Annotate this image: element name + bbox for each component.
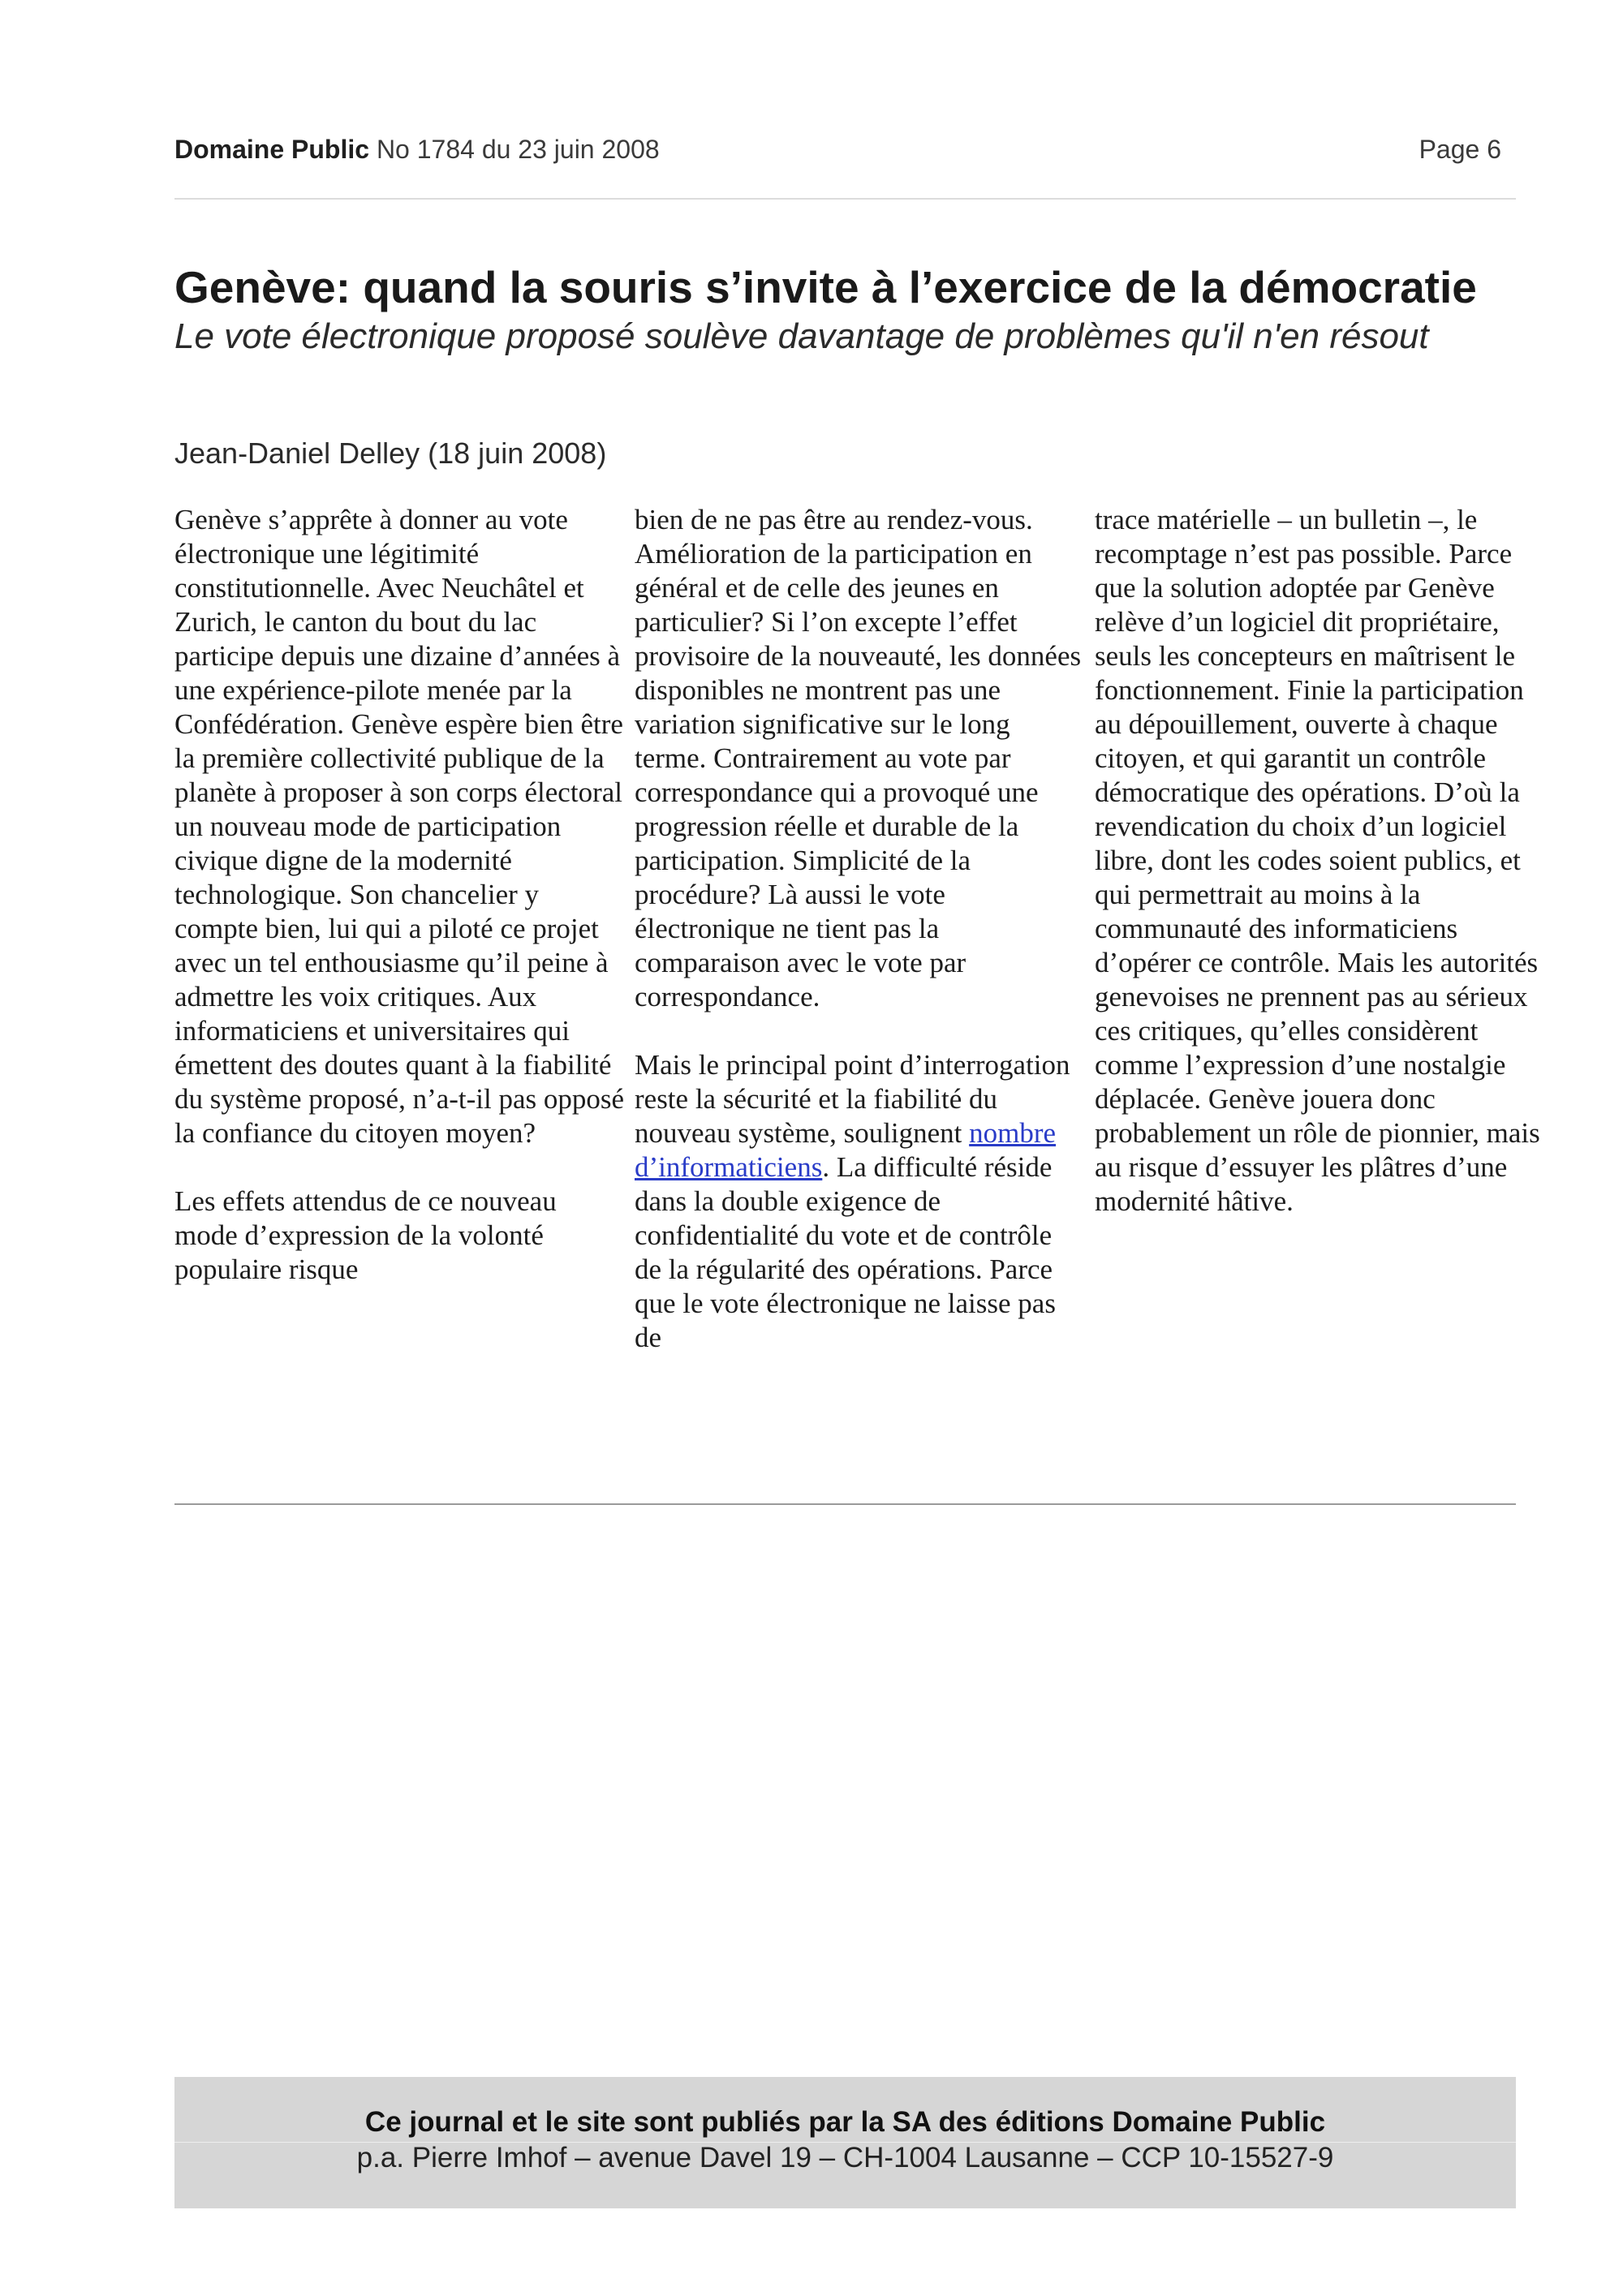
paragraph: Genève s’apprête à donner au vote électronique une légitimité constitutionnelle. Avec Neuchâtel et Zurich, le canton du bout du lac participe depuis une dizaine d’années à une expérience-pilote menée par la Confédération. Genève espère bien être la première collectivité publique de la planète à proposer à son corps électoral un nouveau mode de participation civique digne de la modernité technologique. Son chancelier y compte bien, lui qui a piloté ce projet avec un tel enthousiasme qu’il peine à admettre les voix critiques. Aux informaticiens et universitaires qui émettent des doutes quant à la fiabilité du système proposé, n’a-t-il pas opposé la confiance du citoyen moyen? xyxy=(174,504,625,1149)
footer-publisher-line: Ce journal et le site sont publiés par la SA des éditions Domaine Public xyxy=(364,2106,1326,2138)
column-2 xyxy=(635,503,1085,1389)
column-1 xyxy=(174,503,625,1321)
issue-info: No 1784 du 23 juin 2008 xyxy=(376,135,660,164)
footer-address-line: p.a. Pierre Imhof – avenue Davel 19 – CH-1004 Lausanne – CCP 10-15527-9 xyxy=(356,2142,1334,2173)
publisher-footer xyxy=(174,2077,1516,2208)
paragraph xyxy=(635,1048,1085,1355)
publication-name: Domaine Public xyxy=(174,135,370,164)
paragraph-text: Mais le principal point d’interrogation reste la sécurité et la fiabilité du nouveau système, soulignent xyxy=(635,1049,1070,1149)
article-end-divider xyxy=(174,1503,1516,1505)
header-divider xyxy=(174,198,1516,200)
column-3 xyxy=(1095,503,1545,1253)
paragraph: trace matérielle – un bulletin –, le recomptage n’est pas possible. Parce que la solution adoptée par Genève relève d’un logiciel dit propriétaire, seuls les concepteurs en maîtrisent le fonctionnement. Finie la participation au dépouillement, ouverte à chaque citoyen, et qui garantit un contrôle démocratique des opérations. D’où la revendication du choix d’un logiciel libre, dont les codes soient publics, et qui permettrait au moins à la communauté des informaticiens d’opérer ce contrôle. Mais les autorités genevoises ne prennent pas au sérieux ces critiques, qu’elles considèrent comme l’expression d’une nostalgie déplacée. Genève jouera donc probablement un rôle de pionnier, mais au risque d’essuyer les plâtres d’une modernité hâtive. xyxy=(1095,504,1540,1217)
article-subtitle: Le vote électronique proposé soulève davantage de problèmes qu'il n'en résout xyxy=(174,316,1429,356)
paragraph-text: . La difficulté réside dans la double exigence de confidentialité du vote et de contrôle de la régularité des opérations. Parce que le vote électronique ne laisse pas de xyxy=(635,1151,1056,1353)
page-header xyxy=(174,135,1516,167)
paragraph: Les effets attendus de ce nouveau mode d’expression de la volonté populaire risque xyxy=(174,1185,557,1285)
article-body xyxy=(174,503,1538,1477)
paragraph: bien de ne pas être au rendez-vous. Amélioration de la participation en général et de celle des jeunes en particulier? Si l’on excepte l’effet provisoire de la nouveauté, les données disponibles ne montrent pas une variation significative sur le long terme. Contrairement au vote par correspondance qui a provoqué une progression réelle et durable de la participation. Simplicité de la procédure? Là aussi le vote électronique ne tient pas la comparaison avec le vote par correspondance. xyxy=(635,504,1082,1013)
article-title: Genève: quand la souris s’invite à l’exercice de la démocratie xyxy=(174,262,1477,312)
byline: Jean-Daniel Delley (18 juin 2008) xyxy=(174,436,607,470)
informaticiens-link[interactable]: nombre d’informaticiens xyxy=(635,1117,1057,1183)
page-number: Page 6 xyxy=(1419,135,1501,164)
